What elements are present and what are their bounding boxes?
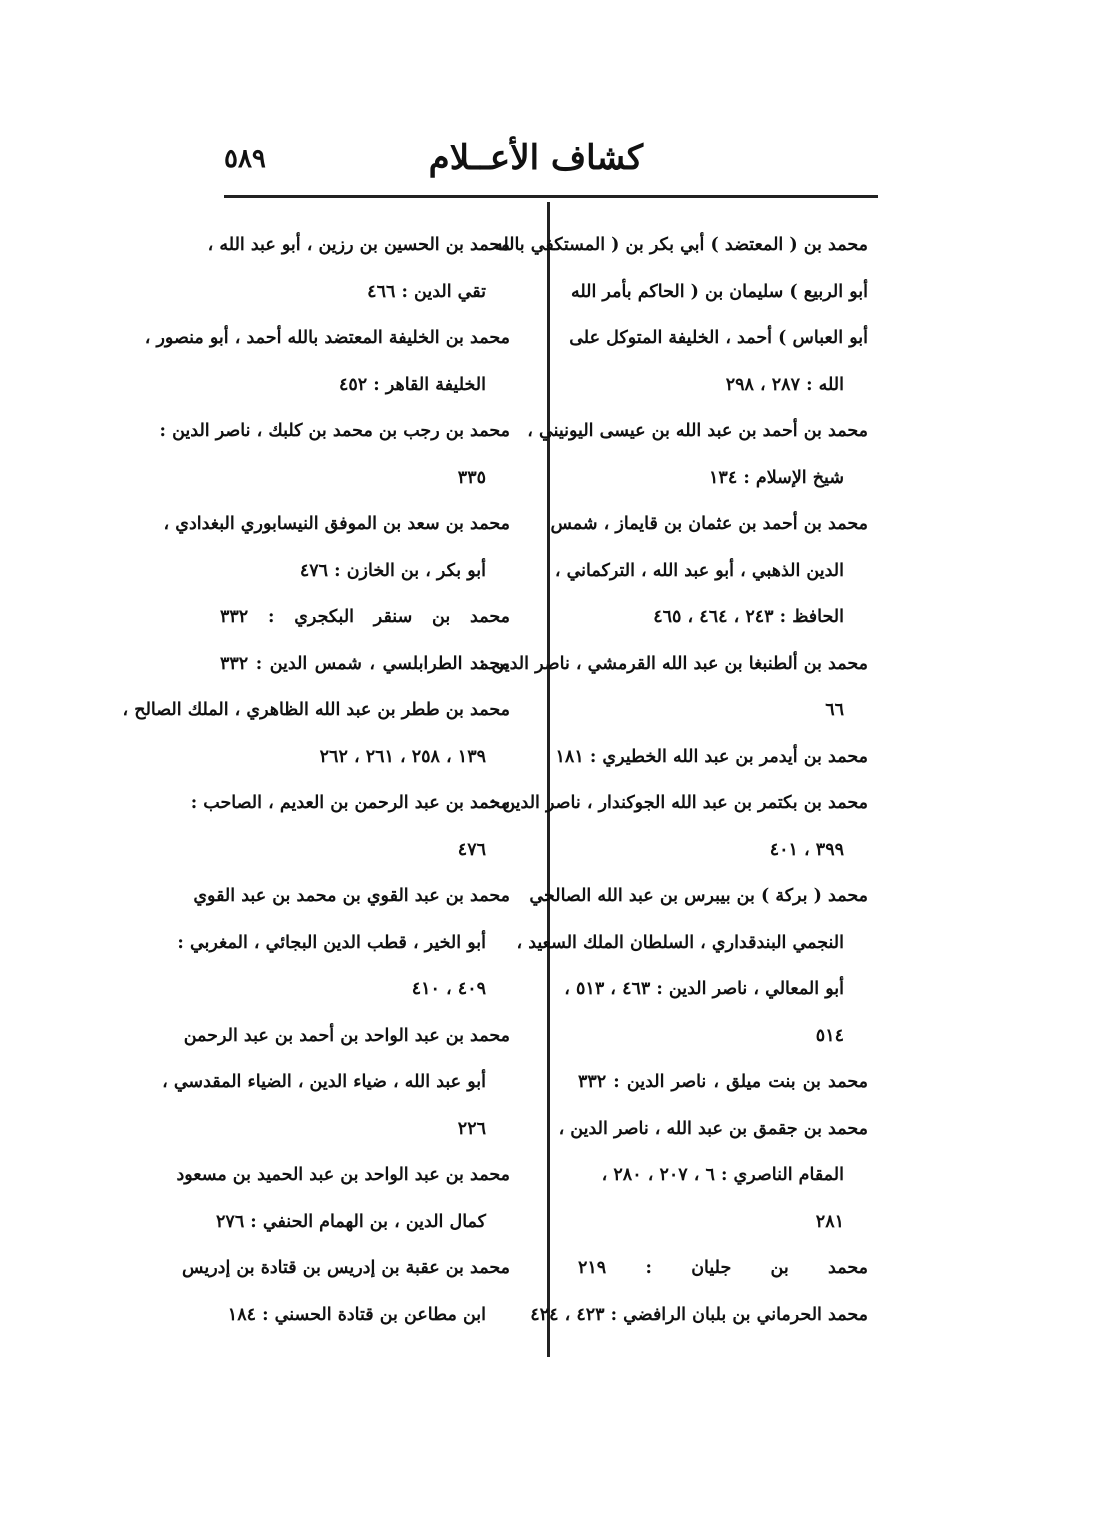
index-entry: محمد بن أحمد بن عثمان بن قايماز ، شمس: [550, 514, 868, 534]
index-entry-continuation: المقام الناصري : ٦ ، ٢٠٧ ، ٢٨٠ ،: [601, 1165, 844, 1185]
index-entry: محمد بن جليان : ٢١٩: [578, 1258, 868, 1278]
index-entry-continuation: ابن مطاعن بن قتادة الحسني : ١٨٤: [227, 1304, 486, 1325]
index-entry: محمد بن سعد بن الموفق النيسابوري البغدادي ،: [163, 514, 510, 534]
index-entry: محمد الطرابلسي ، شمس الدين : ٣٣٢: [220, 653, 510, 674]
index-entry-continuation: أبو عبد الله ، ضياء الدين ، الضياء المقدسي ،: [162, 1072, 486, 1092]
index-entry-continuation: الله : ٢٨٧ ، ٢٩٨: [725, 374, 844, 395]
index-entry: محمد بن ( المعتضد ) أبي بكر بن ( المستكفي بالله: [493, 235, 868, 255]
index-entry-continuation: كمال الدين ، بن الهمام الحنفي : ٢٧٦: [216, 1211, 486, 1232]
index-entry-continuation: تقي الدين : ٤٦٦: [367, 281, 486, 302]
index-entry-continuation: ١٣٩ ، ٢٥٨ ، ٢٦١ ، ٢٦٢: [319, 746, 486, 767]
index-entry-continuation: ٤٠٩ ، ٤١٠: [411, 979, 486, 999]
page-header: [222, 138, 878, 190]
index-entry: محمد بن رجب بن محمد بن كلبك ، ناصر الدين :: [159, 421, 510, 441]
index-entry: محمد بن الحسين بن رزين ، أبو عبد الله ،: [207, 235, 510, 255]
page-title: كشاف الأعــلام: [428, 138, 643, 178]
index-entry: محمد بن عقبة بن إدريس بن قتادة بن إدريس: [182, 1258, 510, 1278]
index-entry-continuation: أبو بكر ، بن الخازن : ٤٧٦: [299, 560, 486, 581]
index-entry-continuation: ٥١٤: [815, 1025, 844, 1046]
index-entry: أبو الربيع ) سليمان بن ( الحاكم بأمر الله: [570, 281, 868, 302]
index-entry-continuation: ٣٩٩ ، ٤٠١: [769, 839, 844, 860]
index-entry: محمد بن عبد القوي بن محمد بن عبد القوي: [193, 886, 510, 906]
index-entry: محمد بن بكتمر بن عبد الله الجوكندار ، ناصر الدين :: [489, 793, 868, 813]
index-entry: محمد بن بنت ميلق ، ناصر الدين : ٣٣٢: [578, 1072, 868, 1092]
index-entry-continuation: ٦٦: [825, 700, 844, 720]
index-entry-continuation: الحافظ : ٢٤٣ ، ٤٦٤ ، ٤٦٥: [653, 607, 844, 627]
index-entry-continuation: الخليفة القاهر : ٤٥٢: [338, 374, 486, 395]
index-entry-continuation: ٢٨١: [815, 1211, 844, 1232]
index-column-right: [478, 222, 868, 1338]
index-entry: محمد بن عبد الواحد بن عبد الحميد بن مسعود: [176, 1165, 510, 1185]
page-number: ٥٨٩: [224, 144, 266, 174]
header-rule: [224, 195, 878, 198]
index-entry: محمد بن عبد الواحد بن أحمد بن عبد الرحمن: [183, 1025, 510, 1046]
index-entry: محمد بن الخليفة المعتضد بالله أحمد ، أبو منصور ،: [144, 328, 510, 348]
index-entry-continuation: أبو الخير ، قطب الدين البجائي ، المغربي :: [177, 932, 486, 953]
index-entry-continuation: ٣٣٥: [457, 467, 486, 488]
index-entry: محمد بن سنقر البكجري : ٣٣٢: [220, 607, 510, 627]
index-entry: أبو العباس ) أحمد ، الخليفة المتوكل على: [569, 328, 868, 348]
index-entry: محمد بن أحمد بن عبد الله بن عيسى اليونيني ،: [527, 421, 868, 441]
index-entry-continuation: ٤٧٦: [457, 839, 486, 860]
index-entry: محمد بن جقمق بن عبد الله ، ناصر الدين ،: [558, 1118, 868, 1139]
index-entry-continuation: أبو المعالي ، ناصر الدين : ٤٦٣ ، ٥١٣ ،: [564, 979, 844, 999]
index-entry: محمد الحرماني بن بلبان الرافضي : ٤٢٣ ، ٤٢٤: [530, 1304, 868, 1325]
index-column-left: [122, 222, 510, 1338]
index-entry: محمد ( بركة ) بن بيبرس بن عبد الله الصالحي: [529, 886, 868, 906]
index-entry-continuation: الدين الذهبي ، أبو عبد الله ، التركماني ،: [554, 560, 844, 581]
index-entry-continuation: شيخ الإسلام : ١٣٤: [709, 467, 844, 488]
index-entry: محمد بن ألطنبغا بن عبد الله القرمشي ، ناصر الدين :: [478, 653, 868, 674]
index-entry: محمد بن ططر بن عبد الله الظاهري ، الملك الصالح ،: [122, 700, 510, 720]
index-entry: محمد بن أيدمر بن عبد الله الخطيري : ١٨١: [555, 746, 868, 767]
index-entry-continuation: ٢٢٦: [457, 1118, 486, 1139]
index-entry-continuation: النجمي البندقداري ، السلطان الملك السعيد ،: [516, 932, 844, 953]
index-entry: محمد بن عبد الرحمن بن العديم ، الصاحب :: [190, 793, 510, 813]
